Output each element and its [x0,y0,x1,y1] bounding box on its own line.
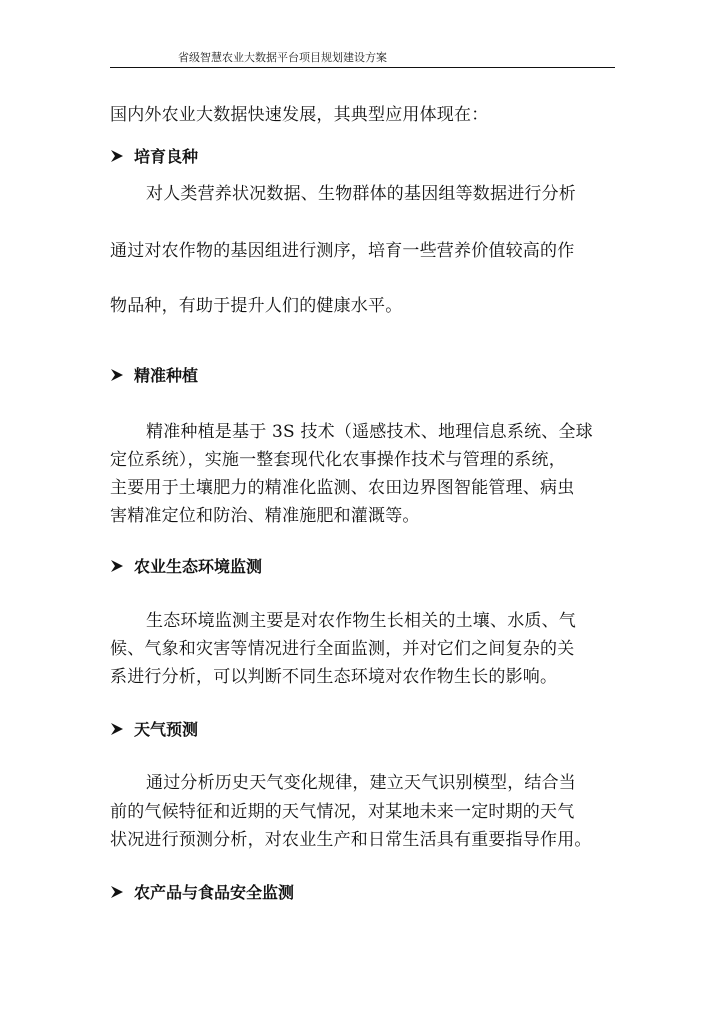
paragraph-line: 害精准定位和防治、精准施肥和灌溉等。 [110,506,420,526]
section-heading-breeding [110,146,198,168]
paragraph-line: 生态环境监测主要是对农作物生长相关的土壤、水质、气 [146,611,576,631]
section-heading-label: 农业生态环境监测 [134,557,263,576]
section-heading-label: 精准种植 [134,366,199,385]
arrow-bullet-icon [110,149,124,163]
section-heading-label: 培育良种 [134,147,199,166]
paragraph-line: 对人类营养状况数据、生物群体的基因组等数据进行分析 [146,184,576,204]
paragraph-line: 定位系统），实施一整套现代化农事操作技术与管理的系统， [110,450,566,470]
paragraph-line: 系进行分析，可以判断不同生态环境对农作物生长的影响。 [110,667,558,687]
header-divider [110,67,615,68]
paragraph-line: 通过对农作物的基因组进行测序，培育一些营养价值较高的作 [110,241,575,261]
section-heading-weather-forecast [110,719,198,741]
section-heading-eco-monitoring [110,556,262,578]
arrow-bullet-icon [110,885,124,899]
paragraph-line: 精准种植是基于 3S 技术（遥感技术、地理信息系统、全球 [146,422,593,442]
section-heading-label: 农产品与食品安全监测 [134,883,295,902]
section-heading-precision-planting [110,365,198,387]
paragraph-line: 状况进行预测分析，对农业生产和日常生活具有重要指导作用。 [110,830,592,850]
arrow-bullet-icon [110,368,124,382]
paragraph-line: 通过分析历史天气变化规律，建立天气识别模型，结合当 [146,773,576,793]
paragraph-line: 物品种，有助于提升人们的健康水平。 [110,296,403,316]
arrow-bullet-icon [110,722,124,736]
paragraph-line: 主要用于土壤肥力的精准化监测、农田边界图智能管理、病虫 [110,478,575,498]
intro-paragraph: 国内外农业大数据快速发展，其典型应用体现在： [110,105,489,125]
header-title: 省级智慧农业大数据平台项目规划建设方案 [178,51,387,64]
section-heading-label: 天气预测 [134,720,199,739]
section-heading-food-safety [110,882,294,904]
paragraph-line: 前的气候特征和近期的天气情况，对某地未来一定时期的天气 [110,802,575,822]
arrow-bullet-icon [110,559,124,573]
paragraph-line: 候、气象和灾害等情况进行全面监测，并对它们之间复杂的关 [110,639,575,659]
